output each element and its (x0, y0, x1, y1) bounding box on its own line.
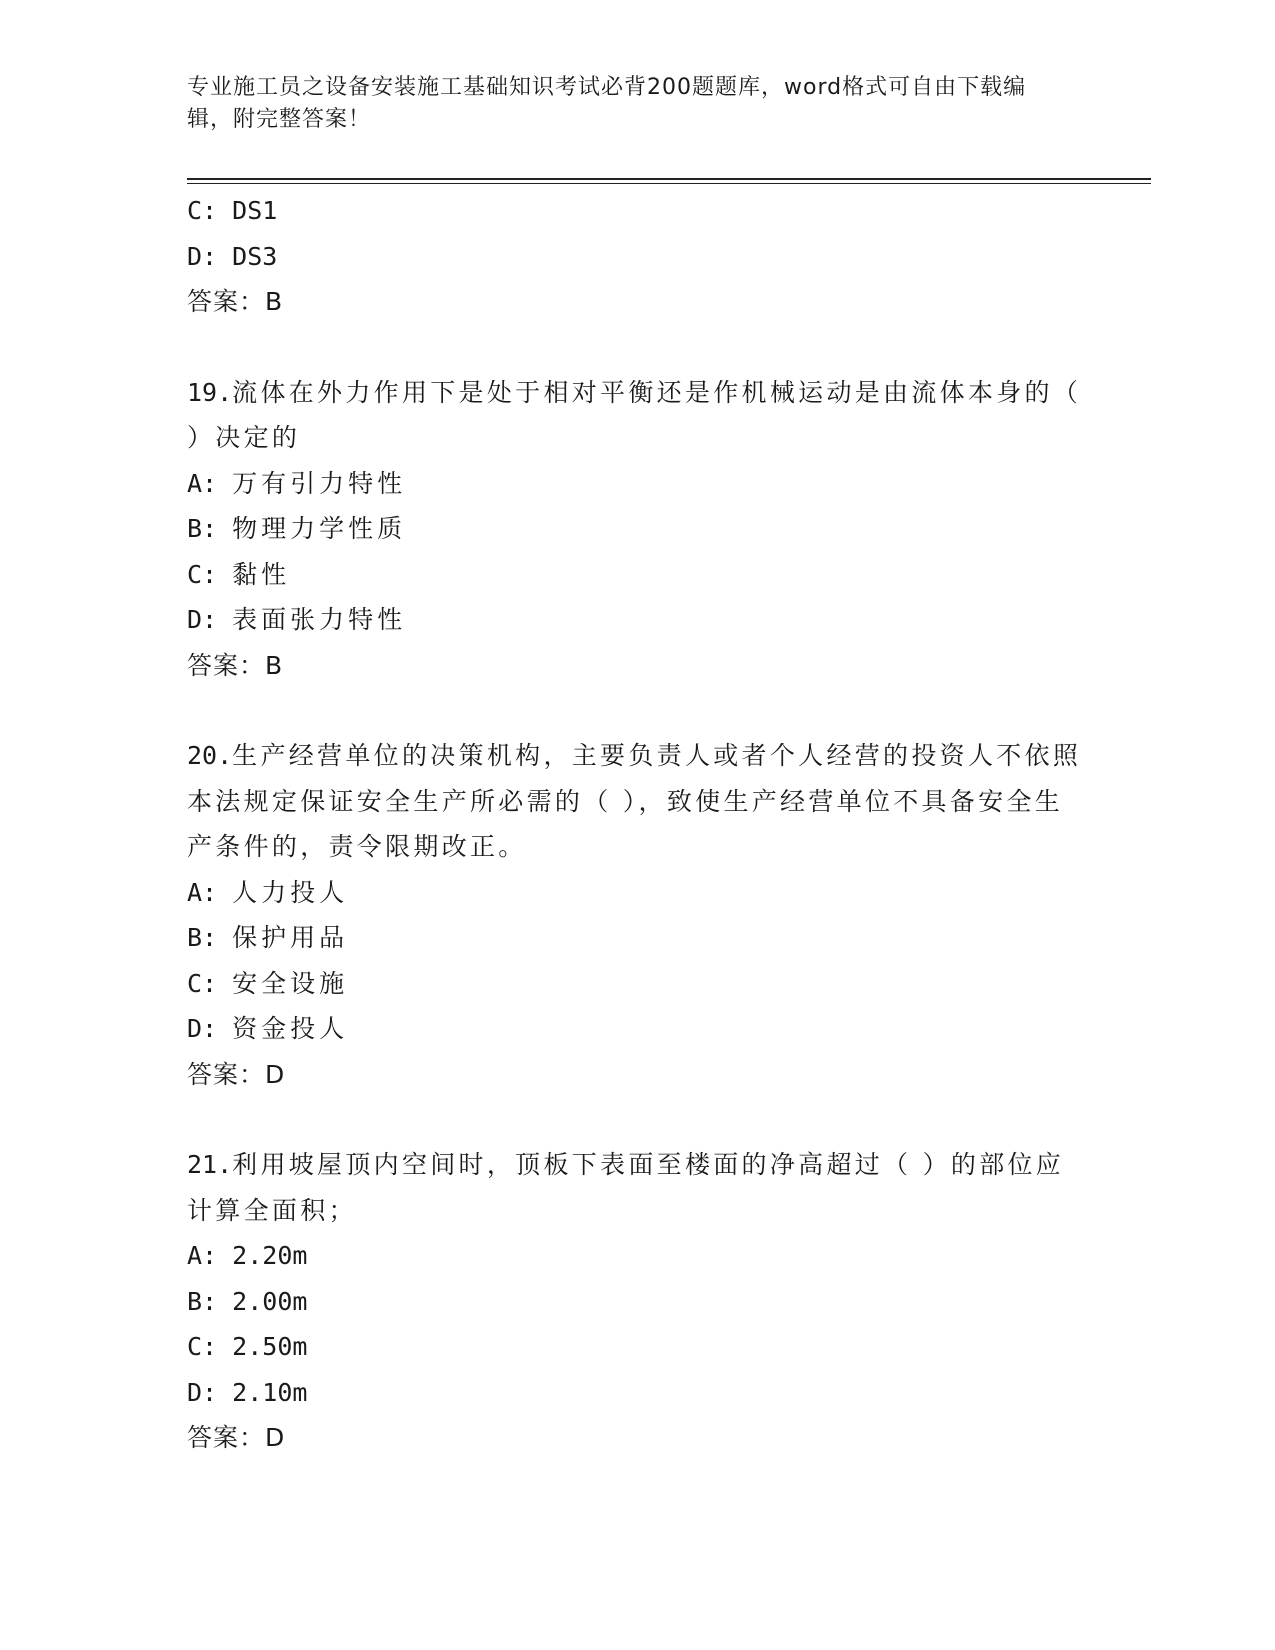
option-b (187, 1279, 1087, 1325)
question-number: 19. (187, 377, 233, 407)
option-label: A: (187, 468, 218, 498)
question-list (187, 188, 1087, 1461)
option-a (187, 1233, 1087, 1279)
question-text (187, 733, 1087, 870)
option-c (187, 961, 1087, 1007)
option-text: 人力投人 (232, 877, 349, 907)
question-number: 21. (187, 1150, 233, 1179)
option-d (187, 1006, 1087, 1052)
option-label: D: (187, 1014, 218, 1043)
answer-line: 答案：D (187, 1423, 286, 1452)
option-text: 安全设施 (232, 968, 349, 998)
option-text: 物理力学性质 (232, 514, 407, 543)
option-text: DS3 (232, 241, 278, 271)
option-text: 2.10m (232, 1377, 308, 1407)
option-text: 2.50m (232, 1332, 308, 1361)
option-label: A: (187, 1241, 218, 1270)
carry-over-block (187, 188, 1087, 325)
option-d (187, 1370, 1087, 1416)
option-text: 2.00m (232, 1286, 308, 1316)
option-text: 万有引力特性 (232, 468, 407, 498)
option-c (187, 552, 1087, 598)
answer-line: 答案：D (187, 1059, 286, 1089)
option-label: C: (187, 559, 218, 589)
option-text: 表面张力特性 (232, 605, 407, 634)
option-label: C: (187, 196, 218, 225)
option-c (187, 188, 1087, 234)
header-title: 专业施工员之设备安装施工基础知识考试必背200题题库，word格式可自由下载编辑，附完整答案！ (187, 75, 1027, 132)
header-divider-thin (187, 183, 1151, 184)
option-label: C: (187, 968, 218, 998)
option-label: D: (187, 241, 218, 271)
option-label: B: (187, 1286, 218, 1316)
option-b (187, 506, 1087, 552)
option-text: 资金投人 (232, 1014, 349, 1043)
option-label: D: (187, 1377, 218, 1407)
question-body: 生产经营单位的决策机构，主要负责人或者个人经营的投资人不依照本法规定保证安全生产所必需的（ ），致使生产经营单位不具备安全生产条件的，责令限期改正。 (187, 741, 1082, 861)
option-label: B: (187, 923, 218, 952)
answer-line: 答案：B (187, 650, 284, 680)
question-number: 20. (187, 741, 233, 770)
option-a (187, 870, 1087, 916)
question-text (187, 370, 1087, 461)
option-d (187, 597, 1087, 643)
document-header (187, 72, 1067, 136)
option-text: 保护用品 (232, 923, 349, 952)
option-text: 黏性 (232, 559, 291, 589)
option-label: A: (187, 877, 218, 907)
option-text: 2.20m (232, 1241, 308, 1270)
question-20 (187, 733, 1087, 1097)
option-d (187, 234, 1087, 280)
option-text: DS1 (232, 196, 278, 225)
option-label: D: (187, 605, 218, 634)
header-divider-thick (187, 178, 1151, 180)
question-19 (187, 370, 1087, 689)
answer-line: 答案：B (187, 287, 284, 316)
question-21 (187, 1142, 1087, 1461)
option-c (187, 1324, 1087, 1370)
question-body: 利用坡屋顶内空间时，顶板下表面至楼面的净高超过（ ）的部位应计算全面积； (187, 1150, 1065, 1225)
option-label: C: (187, 1332, 218, 1361)
question-text (187, 1142, 1087, 1233)
option-b (187, 915, 1087, 961)
option-label: B: (187, 514, 218, 543)
option-a (187, 461, 1087, 507)
question-body: 流体在外力作用下是处于相对平衡还是作机械运动是由流体本身的（ ）决定的 (187, 377, 1082, 452)
